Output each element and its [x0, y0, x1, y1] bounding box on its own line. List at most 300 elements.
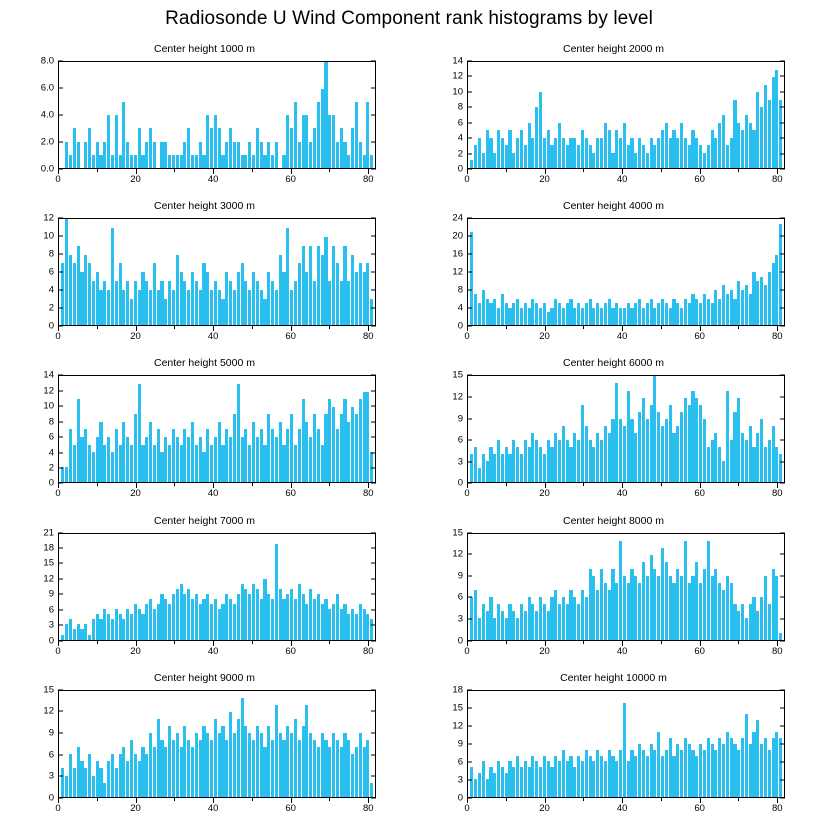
bar — [676, 426, 679, 483]
bar — [119, 614, 122, 639]
bar — [775, 447, 778, 482]
x-tick-label: 80 — [771, 174, 783, 185]
bar — [745, 618, 748, 639]
bar — [653, 750, 656, 797]
bar — [627, 583, 630, 640]
bar — [642, 562, 645, 640]
bar — [699, 405, 702, 483]
bar — [707, 299, 710, 326]
bar — [726, 576, 729, 640]
bar — [684, 541, 687, 640]
bar — [282, 155, 285, 168]
x-tick-label: 60 — [694, 802, 705, 814]
bar — [535, 440, 538, 482]
bar — [569, 756, 572, 797]
bar — [73, 128, 76, 168]
plot-area — [0, 369, 409, 502]
y-tick-mark-right — [371, 467, 376, 468]
bar — [252, 155, 255, 168]
bar — [107, 290, 110, 325]
bar — [271, 740, 274, 797]
bar — [370, 299, 373, 326]
bar — [336, 740, 339, 797]
bar — [478, 303, 481, 325]
bar — [138, 128, 141, 168]
bar — [752, 130, 755, 168]
bar — [172, 740, 175, 797]
plot-area — [409, 369, 818, 502]
bar — [524, 761, 527, 796]
x-tick-label: 60 — [285, 174, 296, 185]
y-tick-mark — [467, 254, 472, 255]
bar — [73, 768, 76, 796]
bar — [752, 732, 755, 797]
bar — [256, 726, 259, 797]
y-tick-mark-right — [371, 375, 376, 376]
bar — [573, 138, 576, 168]
bar-series — [59, 219, 375, 325]
bar-series — [59, 691, 375, 797]
x-tick-mark-minor — [97, 798, 98, 801]
bar — [547, 611, 550, 639]
y-tick-mark-right — [371, 61, 376, 62]
x-tick-mark-minor — [661, 641, 662, 644]
bar — [282, 740, 285, 797]
bar — [302, 115, 305, 168]
bar — [218, 733, 221, 797]
bar — [260, 429, 263, 482]
x-tick-mark-minor — [506, 798, 507, 801]
x-tick-mark-minor — [174, 169, 175, 172]
bar — [520, 308, 523, 326]
bar — [99, 155, 102, 168]
x-tick-mark-minor — [506, 326, 507, 329]
y-tick-mark — [467, 290, 472, 291]
bar — [298, 263, 301, 325]
bar — [764, 447, 767, 482]
bar — [141, 445, 144, 483]
y-tick-mark-right — [780, 461, 785, 462]
bar — [191, 422, 194, 483]
axes-frame — [58, 690, 376, 798]
bar-series — [468, 62, 784, 168]
bar — [351, 609, 354, 639]
x-tick-mark-minor — [738, 483, 739, 486]
y-tick-mark-right — [780, 107, 785, 108]
bar — [363, 609, 366, 639]
bar — [153, 747, 156, 796]
bar — [324, 414, 327, 482]
x-tick-label: 40 — [207, 488, 219, 500]
bar — [470, 160, 473, 168]
bar — [581, 590, 584, 639]
bar — [336, 594, 339, 639]
x-tick-label: 60 — [694, 331, 705, 343]
bar — [493, 454, 496, 482]
bar — [634, 153, 637, 168]
bar — [183, 726, 186, 797]
y-tick-label: 9 — [457, 413, 463, 425]
bar — [302, 726, 305, 797]
axes-frame — [467, 375, 785, 483]
panel-title: Center height 8000 m — [563, 514, 664, 527]
y-tick-mark — [58, 578, 63, 579]
bar — [176, 437, 179, 482]
bar — [73, 263, 76, 325]
bar — [241, 263, 244, 325]
bar — [332, 407, 335, 483]
bar — [309, 733, 312, 797]
bar — [539, 767, 542, 796]
bar — [611, 756, 614, 797]
bar-series — [468, 376, 784, 482]
bar — [733, 412, 736, 483]
bar — [214, 437, 217, 482]
y-tick-mark-right — [780, 290, 785, 291]
x-tick-mark-minor — [583, 169, 584, 172]
bar — [84, 429, 87, 482]
bar — [650, 138, 653, 168]
bar — [84, 768, 87, 796]
bar — [486, 611, 489, 639]
bar — [745, 714, 748, 796]
bar — [328, 747, 331, 796]
bar — [672, 299, 675, 326]
bar — [69, 255, 72, 326]
bar — [772, 738, 775, 797]
bar — [195, 594, 198, 639]
bar — [336, 263, 339, 325]
bar — [558, 303, 561, 325]
bar — [77, 399, 80, 482]
chart-panel — [0, 667, 409, 824]
bar — [749, 744, 752, 797]
bar — [524, 611, 527, 639]
bar — [119, 155, 122, 168]
bar — [343, 142, 346, 169]
bar — [665, 303, 668, 325]
y-tick-mark — [58, 390, 63, 391]
bar — [176, 733, 179, 797]
bar — [718, 299, 721, 326]
bar — [478, 468, 481, 482]
bar — [566, 761, 569, 796]
bar — [267, 142, 270, 169]
bar — [486, 779, 489, 797]
bar — [111, 155, 114, 168]
y-tick-label: 15 — [452, 702, 463, 714]
y-tick-mark — [467, 554, 472, 555]
bar — [290, 733, 293, 797]
bar — [661, 756, 664, 797]
y-tick-label: 2.0 — [40, 136, 54, 148]
y-axis-labels — [409, 684, 463, 804]
bar — [535, 303, 538, 325]
bar — [84, 624, 87, 639]
bar — [225, 272, 228, 325]
x-tick-mark-minor — [661, 798, 662, 801]
bar — [141, 747, 144, 796]
bar — [573, 433, 576, 482]
bar-series — [468, 691, 784, 797]
bar — [497, 130, 500, 168]
bar — [359, 263, 362, 325]
bar — [202, 599, 205, 639]
y-tick-label: 6 — [48, 266, 54, 278]
bar — [309, 142, 312, 169]
bar — [88, 263, 91, 325]
bar — [608, 130, 611, 168]
x-tick-label: 60 — [694, 174, 705, 185]
y-tick-mark-right — [371, 452, 376, 453]
bar — [672, 130, 675, 168]
bar — [107, 614, 110, 639]
bar — [516, 447, 519, 482]
bar — [554, 590, 557, 639]
bar — [554, 433, 557, 482]
bar — [524, 440, 527, 482]
x-tick-mark-minor — [174, 326, 175, 329]
bar — [324, 62, 327, 168]
bar — [96, 761, 99, 796]
bar — [260, 142, 263, 169]
bar — [347, 155, 350, 168]
bar — [248, 142, 251, 169]
bar — [497, 604, 500, 639]
bar — [691, 750, 694, 797]
bar — [577, 145, 580, 168]
y-tick-mark-right — [371, 532, 376, 533]
bar — [688, 583, 691, 640]
bar — [634, 433, 637, 482]
bar — [703, 153, 706, 168]
bar — [321, 445, 324, 483]
bar — [669, 405, 672, 483]
bar — [634, 756, 637, 797]
bar — [286, 115, 289, 168]
y-tick-mark-right — [371, 142, 376, 143]
bar — [244, 589, 247, 639]
chart-panel — [0, 38, 409, 195]
bar — [366, 614, 369, 639]
x-tick-label: 80 — [362, 174, 374, 185]
bar — [313, 281, 316, 325]
bar — [768, 604, 771, 639]
x-tick-mark-minor — [329, 169, 330, 172]
y-tick-mark-right — [780, 375, 785, 376]
bar — [69, 155, 72, 168]
y-tick-label: 12 — [452, 70, 463, 82]
bar — [569, 299, 572, 326]
bar — [103, 142, 106, 169]
bar — [332, 604, 335, 639]
bar — [111, 754, 114, 796]
bar — [764, 576, 767, 640]
bar — [221, 155, 224, 168]
bar — [263, 579, 266, 640]
bar — [126, 761, 129, 796]
bar — [547, 130, 550, 168]
x-tick-label: 40 — [616, 645, 628, 657]
bar — [752, 447, 755, 482]
x-axis-labels — [55, 641, 376, 657]
y-tick-label: 8 — [457, 284, 463, 296]
chart-panel — [409, 38, 818, 195]
y-tick-mark-right — [780, 153, 785, 154]
bar — [615, 761, 618, 796]
bar — [229, 712, 232, 797]
bar — [676, 303, 679, 325]
bar — [149, 733, 152, 797]
bar — [99, 422, 102, 483]
plot-area — [409, 527, 818, 660]
bar — [760, 744, 763, 797]
bar — [737, 281, 740, 325]
bar — [699, 145, 702, 168]
y-tick-label: 0 — [457, 635, 463, 647]
bar — [760, 277, 763, 326]
y-tick-mark-right — [780, 689, 785, 690]
bar — [210, 604, 213, 639]
bar — [573, 597, 576, 639]
bar — [115, 768, 118, 796]
y-tick-mark — [58, 254, 63, 255]
bar — [302, 594, 305, 639]
x-tick-mark-minor — [506, 483, 507, 486]
y-tick-mark — [467, 761, 472, 762]
chart-panel — [409, 510, 818, 667]
bar — [340, 281, 343, 325]
x-axis-labels — [464, 169, 785, 185]
bar — [520, 454, 523, 482]
bar — [241, 155, 244, 168]
x-tick-mark-minor — [97, 169, 98, 172]
bar — [733, 299, 736, 326]
x-tick-label: 20 — [539, 174, 550, 185]
bar — [695, 138, 698, 168]
bar — [764, 85, 767, 168]
bar — [691, 576, 694, 640]
y-tick-label: 14 — [452, 55, 463, 67]
bar — [745, 115, 748, 168]
y-tick-label: 9 — [48, 727, 54, 739]
x-tick-mark-minor — [174, 483, 175, 486]
bar — [279, 733, 282, 797]
y-tick-label: 6 — [457, 434, 463, 446]
bar — [772, 263, 775, 325]
bar — [623, 426, 626, 483]
bar — [592, 576, 595, 640]
bar — [347, 614, 350, 639]
bar — [531, 604, 534, 639]
bar — [604, 123, 607, 168]
y-tick-label: 0 — [48, 792, 54, 804]
bar — [153, 142, 156, 169]
bar — [730, 738, 733, 797]
bar — [328, 281, 331, 325]
bar — [608, 750, 611, 797]
bar — [726, 391, 729, 483]
bar — [653, 145, 656, 168]
bar — [505, 145, 508, 168]
bar — [630, 750, 633, 797]
x-tick-label: 40 — [207, 645, 219, 657]
bar — [657, 303, 660, 325]
bar — [760, 107, 763, 168]
y-tick-mark — [467, 236, 472, 237]
bar — [779, 454, 782, 482]
y-tick-mark — [467, 618, 472, 619]
bar — [737, 123, 740, 168]
bar — [252, 584, 255, 640]
bar — [512, 440, 515, 482]
bar — [130, 740, 133, 797]
bar — [343, 399, 346, 482]
bar — [111, 452, 114, 482]
bar — [711, 303, 714, 325]
axes-frame — [58, 61, 376, 169]
bar — [187, 290, 190, 325]
y-tick-mark-right — [371, 115, 376, 116]
bar — [61, 467, 64, 482]
bar — [638, 744, 641, 797]
bar — [282, 445, 285, 483]
bar — [772, 569, 775, 640]
bar — [176, 255, 179, 326]
bar — [263, 445, 266, 483]
y-tick-label: 4 — [48, 447, 54, 459]
y-tick-mark — [58, 218, 63, 219]
bar — [528, 308, 531, 326]
y-tick-mark-right — [780, 725, 785, 726]
bar — [558, 761, 561, 796]
bar — [237, 384, 240, 482]
bar — [80, 629, 83, 639]
x-tick-mark-minor — [174, 641, 175, 644]
bar — [520, 130, 523, 168]
x-tick-label: 20 — [130, 802, 141, 814]
y-tick-mark — [58, 437, 63, 438]
bar — [218, 609, 221, 639]
bar — [760, 419, 763, 483]
y-tick-mark-right — [371, 547, 376, 548]
bar — [695, 562, 698, 640]
bar — [699, 583, 702, 640]
y-tick-mark — [467, 461, 472, 462]
x-tick-label: 20 — [130, 331, 141, 343]
bar — [600, 756, 603, 797]
bar — [505, 618, 508, 639]
x-axis-labels — [55, 169, 376, 185]
bar — [351, 255, 354, 326]
bar — [516, 618, 519, 639]
bar — [775, 70, 778, 168]
bar — [718, 583, 721, 640]
bar — [138, 290, 141, 325]
bar — [489, 767, 492, 796]
bar — [153, 263, 156, 325]
bar — [355, 747, 358, 796]
y-tick-label: 6 — [48, 604, 54, 616]
x-tick-mark-minor — [583, 641, 584, 644]
bar — [589, 299, 592, 326]
bar — [92, 281, 95, 325]
bar — [160, 594, 163, 639]
bar — [164, 599, 167, 639]
bar — [726, 294, 729, 325]
bar — [573, 767, 576, 796]
x-tick-mark-minor — [738, 641, 739, 644]
